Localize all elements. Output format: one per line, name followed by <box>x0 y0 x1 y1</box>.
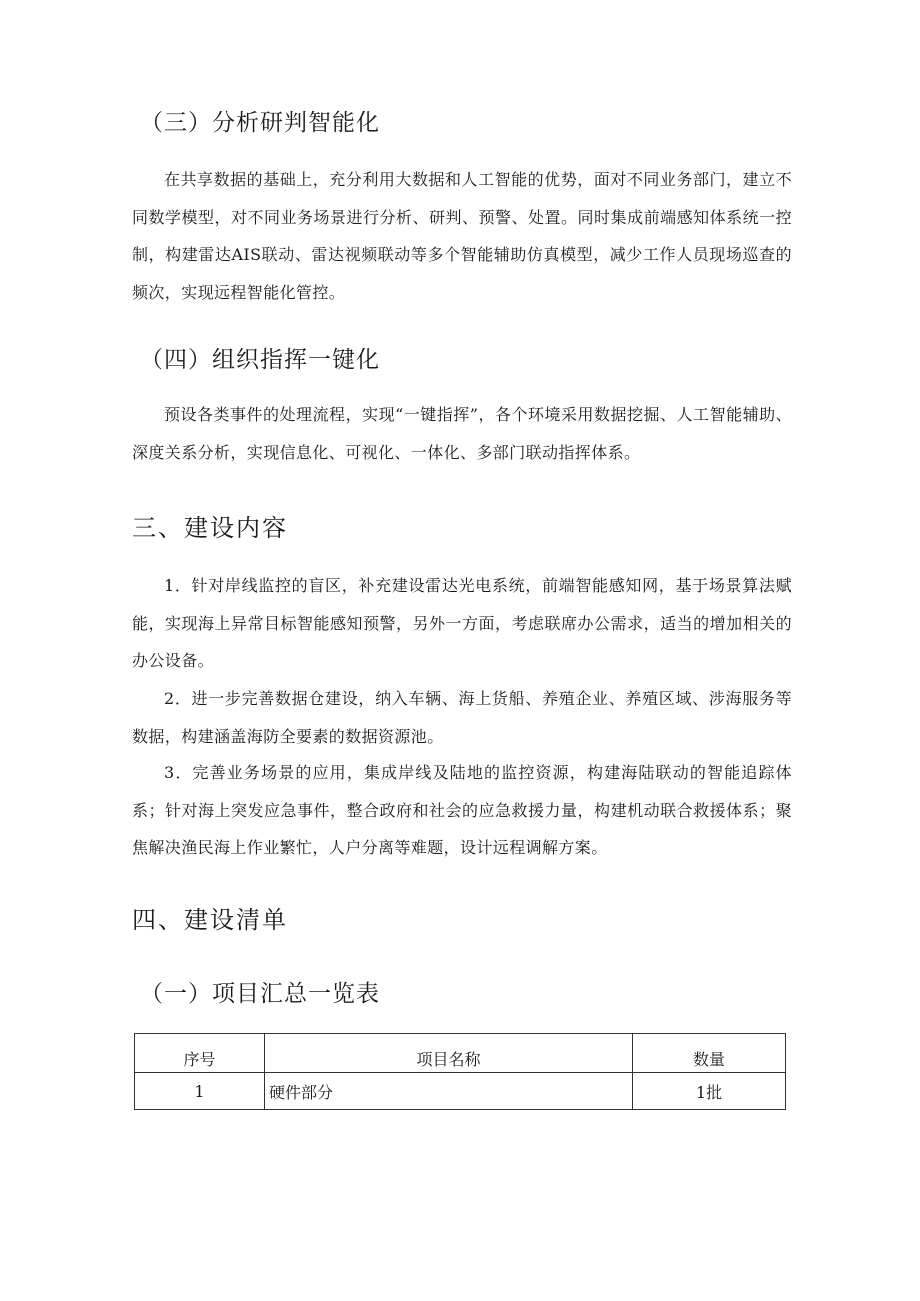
paragraph-command-one-click: 预设各类事件的处理流程，实现“一键指挥”，各个环境采用数据挖掘、人工智能辅助、深度关系分析，实现信息化、可视化、一体化、多部门联动指挥体系。 <box>132 405 792 462</box>
table-cell-name: 硬件部分 <box>265 1073 633 1110</box>
heading-project-summary-table: （一）项目汇总一览表 <box>140 981 380 1007</box>
project-summary-table <box>134 1033 786 1110</box>
heading-command-one-click: （四）组织指挥一键化 <box>140 347 380 373</box>
heading-analysis-intelligence: （三）分析研判智能化 <box>140 110 380 136</box>
table-header-index: 序号 <box>135 1034 265 1073</box>
heading-construction-content: 三、建设内容 <box>132 514 288 542</box>
table-cell-index: 1 <box>135 1073 265 1110</box>
table-header-quantity: 数量 <box>633 1034 786 1073</box>
construction-item-1: 1．针对岸线监控的盲区，补充建设雷达光电系统，前端智能感知网，基于场景算法赋能，实现海上异常目标智能感知预警，另外一方面，考虑联席办公需求，适当的增加相关的办公设备。 <box>132 576 792 670</box>
table-header-row <box>135 1034 786 1073</box>
paragraph-analysis-intelligence: 在共享数据的基础上，充分利用大数据和人工智能的优势，面对不同业务部门，建立不同数学模型，对不同业务场景进行分析、研判、预警、处置。同时集成前端感知体系统一控制，构建雷达AIS联动、雷达视频联动等多个智能辅助仿真模型，减少工作人员现场巡查的频次，实现远程智能化管控。 <box>132 170 792 302</box>
table-cell-quantity: 1批 <box>633 1073 786 1110</box>
table-row <box>135 1073 786 1110</box>
table-header-name: 项目名称 <box>265 1034 633 1073</box>
construction-item-2: 2．进一步完善数据仓建设，纳入车辆、海上货船、养殖企业、养殖区域、涉海服务等数据，构建涵盖海防全要素的数据资源池。 <box>132 689 792 746</box>
construction-item-3: 3．完善业务场景的应用，集成岸线及陆地的监控资源，构建海陆联动的智能追踪体系；针对海上突发应急事件，整合政府和社会的应急救援力量，构建机动联合救援体系；聚焦解决渔民海上作业繁忙，人户分离等难题，设计远程调解方案。 <box>132 763 792 857</box>
heading-construction-list: 四、建设清单 <box>132 906 288 934</box>
